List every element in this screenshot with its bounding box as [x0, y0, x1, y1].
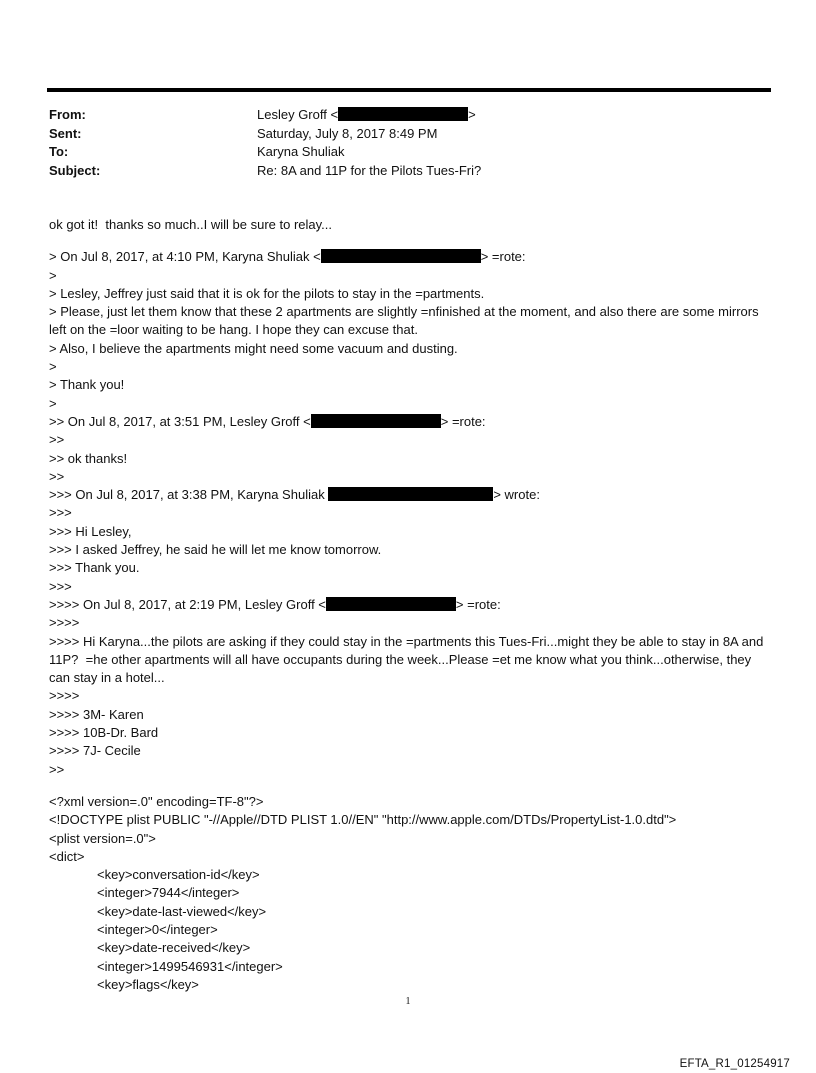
body-line: >>>> — [49, 615, 80, 631]
xml-line: <key>date-received</key> — [97, 940, 251, 956]
page-number: 1 — [405, 996, 411, 1007]
redaction-box — [321, 249, 481, 263]
body-line: >>> Hi Lesley, — [49, 523, 132, 539]
redaction-box — [311, 414, 441, 428]
redaction-box — [326, 597, 456, 611]
quote-header-line — [49, 596, 769, 614]
xml-line: <integer>0</integer> — [97, 921, 218, 937]
body-line: >>> — [49, 578, 72, 594]
body-line: >> — [49, 761, 65, 777]
from-label: From: — [49, 107, 86, 122]
quote-header-line — [49, 248, 769, 266]
quote-header-line — [49, 486, 769, 504]
header-rule — [47, 88, 771, 92]
quote-header-text: > On Jul 8, 2017, at 4:10 PM, Karyna Shuliak < — [49, 249, 321, 265]
body-line: >>>> 7J- Cecile — [49, 743, 141, 759]
document-id: EFTA_R1_01254917 — [679, 1058, 790, 1070]
redaction-box — [328, 487, 493, 501]
body-line: > Lesley, Jeffrey just said that it is ok for the pilots to stay in the =partments. — [49, 285, 485, 301]
body-line: > Thank you! — [49, 377, 125, 393]
body-line: >>> — [49, 505, 72, 521]
quote-header-tail: > =rote: — [455, 596, 501, 612]
xml-line: <integer>7944</integer> — [97, 885, 240, 901]
body-line: >> ok thanks! — [49, 450, 128, 466]
sent-value: Saturday, July 8, 2017 8:49 PM — [257, 125, 438, 141]
body-line: > Also, I believe the apartments might need some vacuum and dusting. — [49, 340, 458, 356]
quote-header-tail: > =rote: — [440, 413, 486, 429]
from-value — [257, 106, 476, 125]
body-line: >>> I asked Jeffrey, he said he will let me know tomorrow. — [49, 542, 382, 558]
from-tail: > — [468, 107, 476, 122]
quote-header-text: >>> On Jul 8, 2017, at 3:38 PM, Karyna Shuliak — [49, 487, 325, 503]
xml-line: <integer>1499546931</integer> — [97, 958, 283, 974]
from-name: Lesley Groff < — [257, 107, 339, 122]
body-line: >> — [49, 468, 65, 484]
xml-line: <?xml version=.0" encoding=TF-8"?> — [49, 793, 264, 809]
xml-line: <plist version=.0"> — [49, 830, 156, 846]
to-value: Karyna Shuliak — [257, 144, 345, 159]
xml-line: <key>date-last-viewed</key> — [97, 903, 267, 919]
quote-header-tail: > wrote: — [493, 487, 540, 503]
sent-label: Sent: — [49, 125, 82, 141]
quote-header-text: >>>> On Jul 8, 2017, at 2:19 PM, Lesley Groff < — [49, 596, 326, 612]
body-line: >> — [49, 432, 65, 448]
body-line: >>>> 3M- Karen — [49, 706, 144, 722]
redaction-box — [338, 107, 468, 121]
body-line: >>>> Hi Karyna...the pilots are asking if they could stay in the =partments this Tues-Fri...might they be able to stay in 8A and 11P? =he other apartments will all have occupants during the week...Please =et me know what you think...otherwise, they can stay in a hotel... — [49, 633, 767, 686]
quote-header-text: >> On Jul 8, 2017, at 3:51 PM, Lesley Groff < — [49, 413, 311, 429]
xml-line: <key>conversation-id</key> — [97, 867, 260, 883]
body-line: >>> Thank you. — [49, 560, 140, 576]
subject-value: Re: 8A and 11P for the Pilots Tues-Fri? — [257, 162, 482, 178]
xml-line: <key>flags</key> — [97, 976, 199, 992]
subject-label: Subject: — [49, 162, 101, 178]
quote-header-line — [49, 413, 769, 431]
body-line: >>>> — [49, 688, 80, 704]
body-line: > Please, just let them know that these 2 apartments are slightly =nfinished at the moment, and also there are some mirrors left on the =loor waiting to be hang. I hope they can excuse that. — [49, 304, 763, 338]
to-label: To: — [49, 144, 69, 159]
body-line: > — [49, 359, 57, 375]
xml-line: <dict> — [49, 848, 85, 864]
body-line: > — [49, 267, 57, 283]
body-line: > — [49, 395, 57, 411]
xml-line: <!DOCTYPE plist PUBLIC "-//Apple//DTD PLIST 1.0//EN" "http://www.apple.com/DTDs/PropertyList-1.0.dtd"> — [49, 812, 677, 828]
body-line: ok got it! thanks so much..I will be sure to relay... — [49, 217, 332, 232]
quote-header-tail: > =rote: — [480, 249, 526, 265]
email-body — [49, 216, 769, 994]
body-line: >>>> 10B-Dr. Bard — [49, 725, 159, 741]
